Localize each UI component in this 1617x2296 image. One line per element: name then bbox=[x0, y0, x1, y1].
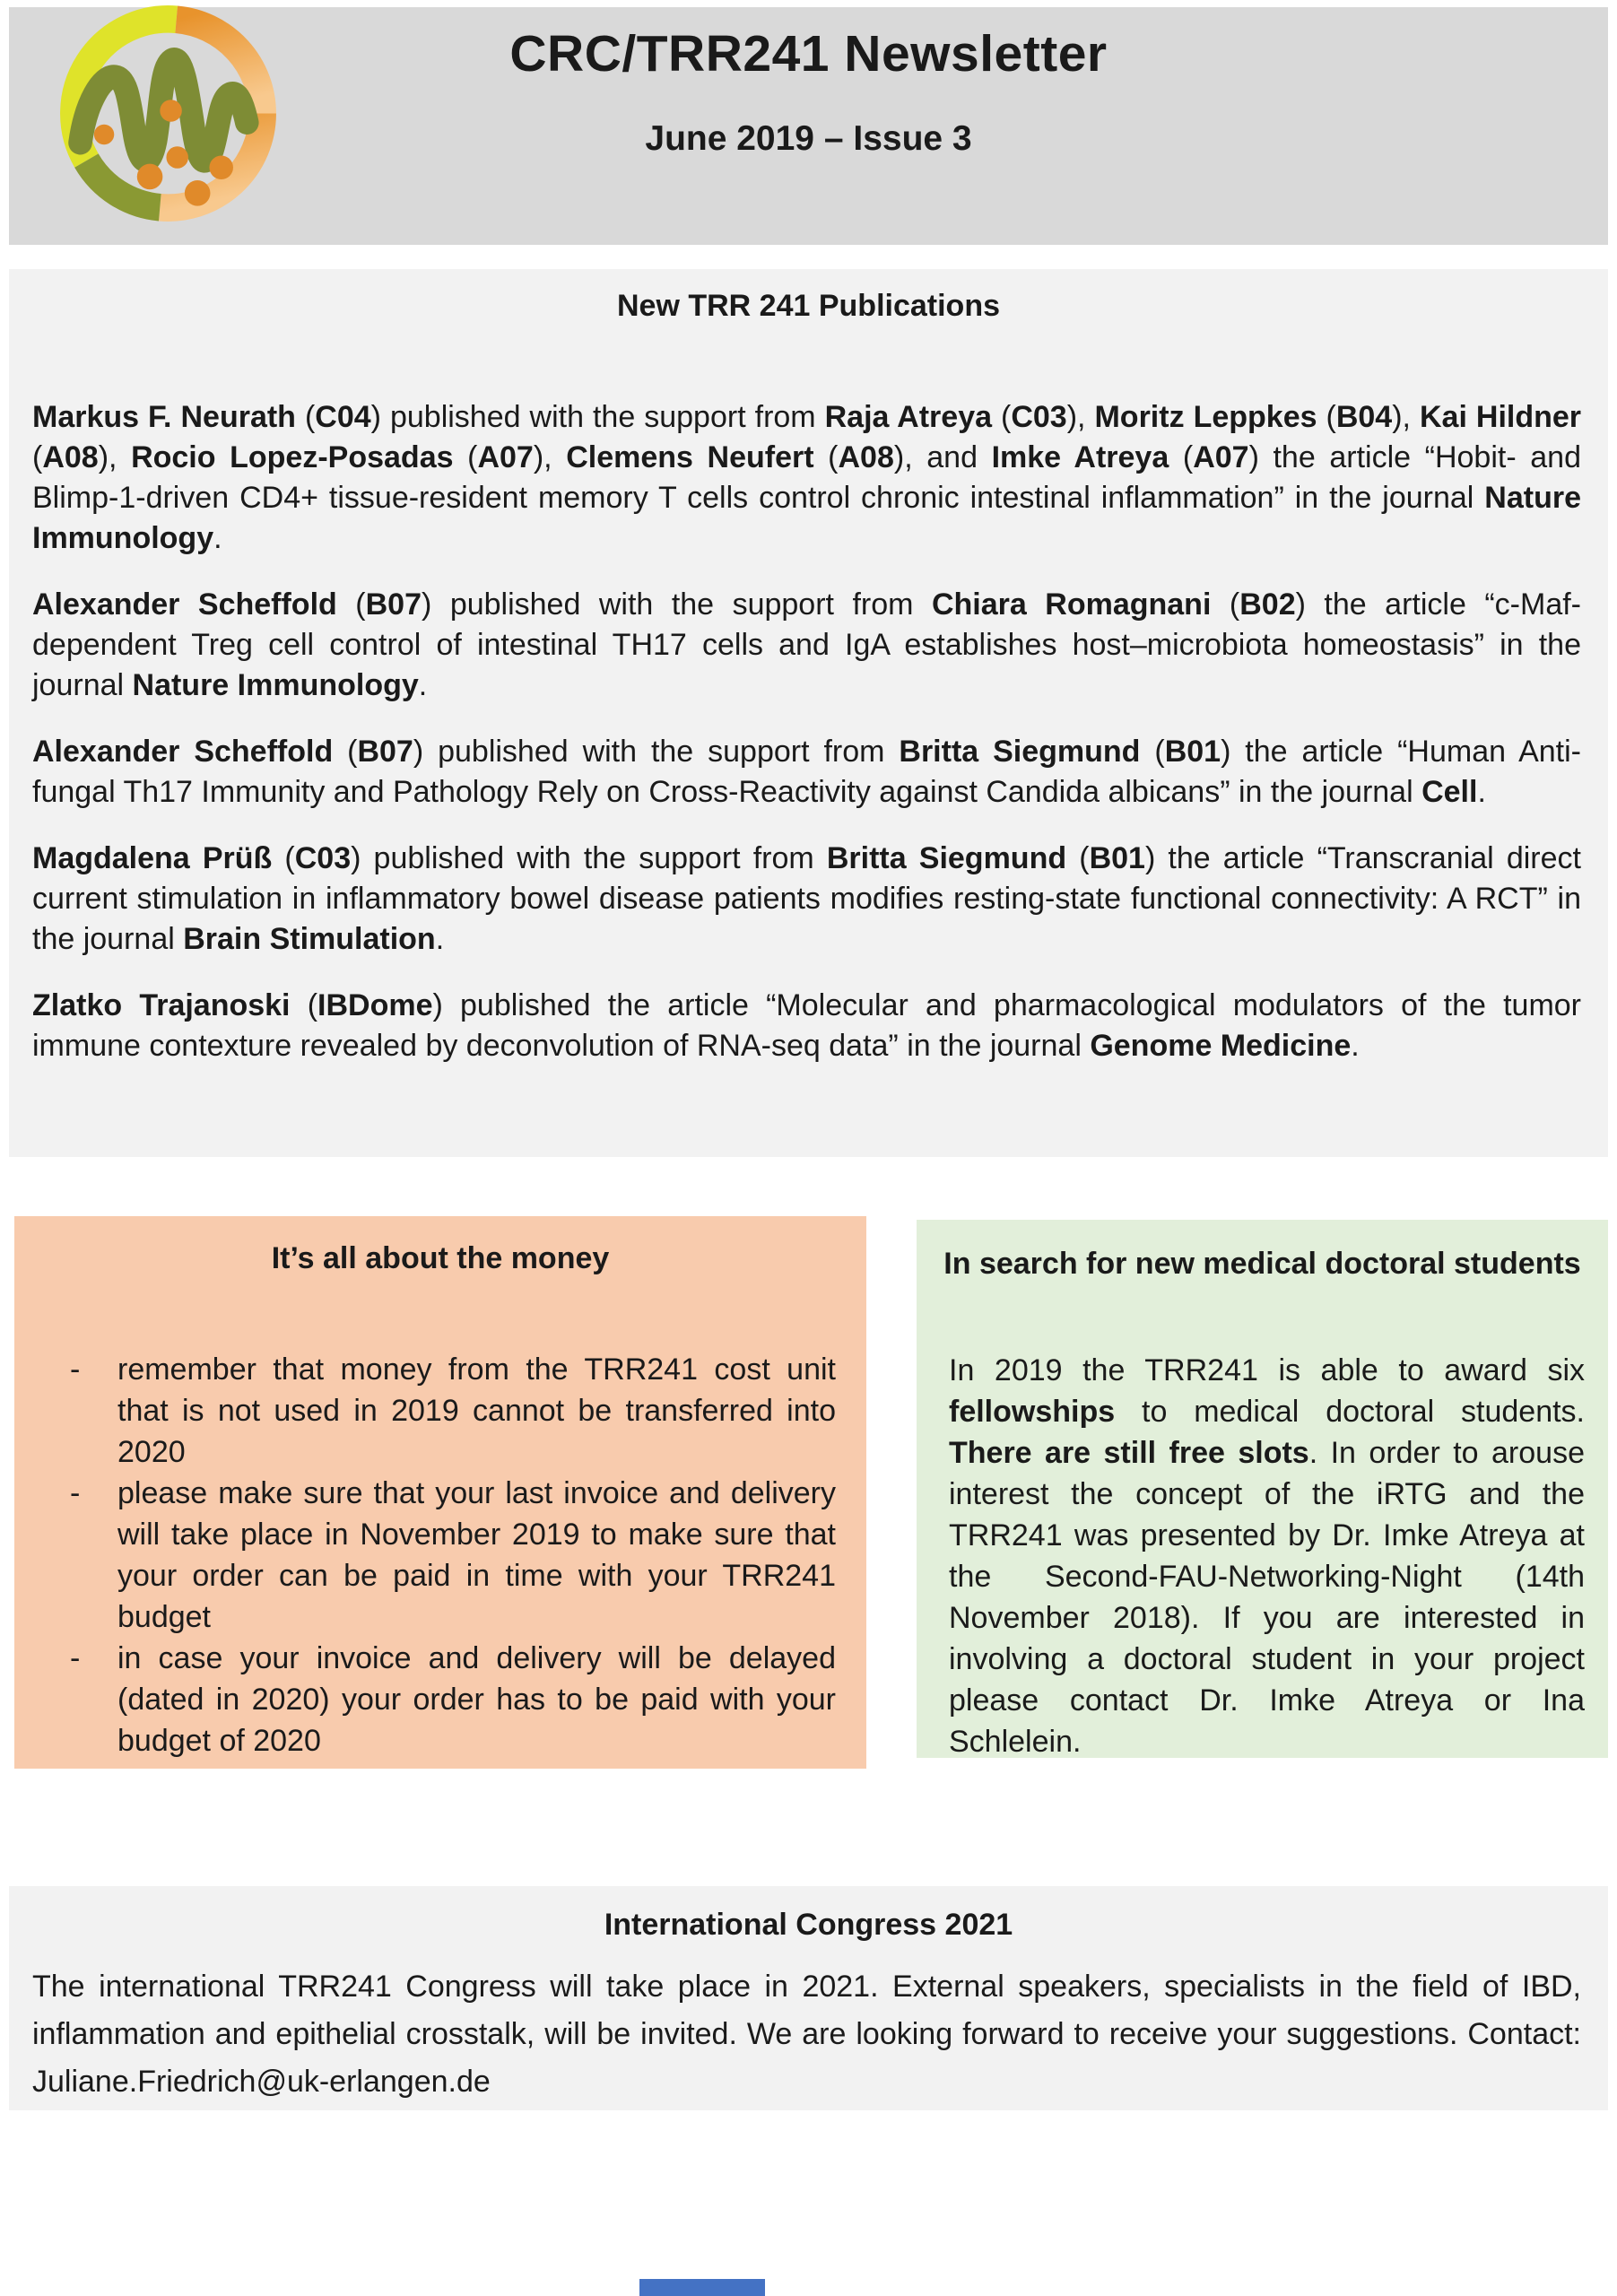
bullet-dash: - bbox=[70, 1476, 81, 1510]
bullet-item bbox=[14, 1349, 866, 1473]
publication-paragraph: Alexander Scheffold (B07) published with the support from Chiara Romagnani (B02) the article “c-Maf-dependent Treg cell control of intestinal TH17 cells and IgA establishes host–microbiota homeostasis” in the journal Nature Immunology. bbox=[32, 587, 1582, 702]
newsletter-issue: June 2019 – Issue 3 bbox=[645, 119, 972, 158]
money-box-title: It’s all about the money bbox=[271, 1241, 610, 1275]
newsletter-title: CRC/TRR241 Newsletter bbox=[509, 25, 1108, 83]
publication-paragraph: Magdalena Prüß (C03) published with the support from Britta Siegmund (B01) the article “Transcranial direct current stimulation in inflammatory bowel disease patients modifies resting-state functional connectivity: A RCT” in the journal Brain Stimulation. bbox=[32, 841, 1581, 956]
students-box-body: In 2019 the TRR241 is able to award six fellowships to medical doctoral students. There are still free slots. In order to arouse interest the concept of the iRTG and the TRR241 was presented by Dr. Imke Atreya at the Second-FAU-Networking-Night (14th November 2018). If you are interested in involving a doctoral student in your project please contact Dr. Imke Atreya or Ina Schlelein. bbox=[949, 1353, 1585, 1759]
bullet-text: remember that money from the TRR241 cost unit that is not used in 2019 cannot be transferred into 2020 bbox=[117, 1352, 836, 1469]
publications-list bbox=[32, 397, 1581, 1092]
bullet-dash: - bbox=[70, 1641, 81, 1675]
publications-title: New TRR 241 Publications bbox=[617, 289, 1000, 323]
students-box-title: In search for new medical doctoral students bbox=[943, 1247, 1581, 1281]
publication-paragraph: Markus F. Neurath (C04) published with the support from Raja Atreya (C03), Moritz Leppkes (B04), Kai Hildner (A08), Rocio Lopez-Posadas (A07), Clemens Neufert (A08), and Imke Atreya (A07) the article “Hobit- and Blimp-1-driven CD4+ tissue-resident memory T cells control chronic intestinal inflammation” in the journal Nature Immunology. bbox=[32, 400, 1582, 555]
bullet-text: in case your invoice and delivery will be delayed (dated in 2020) your order has to be paid with your budget of 2020 bbox=[117, 1641, 836, 1758]
money-box bbox=[14, 1216, 866, 1769]
bullet-item bbox=[14, 1473, 866, 1638]
publication-paragraph: Zlatko Trajanoski (IBDome) published the article “Molecular and pharmacological modulators of the tumor immune contexture revealed by deconvolution of RNA-seq data” in the journal Genome Medicine. bbox=[32, 988, 1581, 1063]
students-box bbox=[917, 1220, 1608, 1758]
congress-body: The international TRR241 Congress will take place in 2021. External speakers, specialists in the field of IBD, inflammation and epithelial crosstalk, will be invited. We are looking forward to receive your suggestions. Contact: Juliane.Friedrich@uk-erlangen.de bbox=[32, 1970, 1581, 2099]
congress-title: International Congress 2021 bbox=[604, 1908, 1013, 1942]
publication-paragraph: Alexander Scheffold (B07) published with the support from Britta Siegmund (B01) the article “Human Anti-fungal Th17 Immunity and Pathology Rely on Cross-Reactivity against Candida albicans” in the journal Cell. bbox=[32, 735, 1581, 809]
bullet-item bbox=[14, 1638, 866, 1761]
money-bullet-list bbox=[14, 1349, 866, 1761]
next-page-blue-bar bbox=[639, 2279, 765, 2296]
bullet-text: please make sure that your last invoice and delivery will take place in November 2019 to make sure that your order can be paid in time with your TRR241 budget bbox=[117, 1476, 836, 1634]
congress-section bbox=[9, 1886, 1608, 2110]
bullet-dash: - bbox=[70, 1352, 81, 1387]
header-band bbox=[9, 7, 1608, 245]
publications-section bbox=[9, 269, 1608, 1157]
